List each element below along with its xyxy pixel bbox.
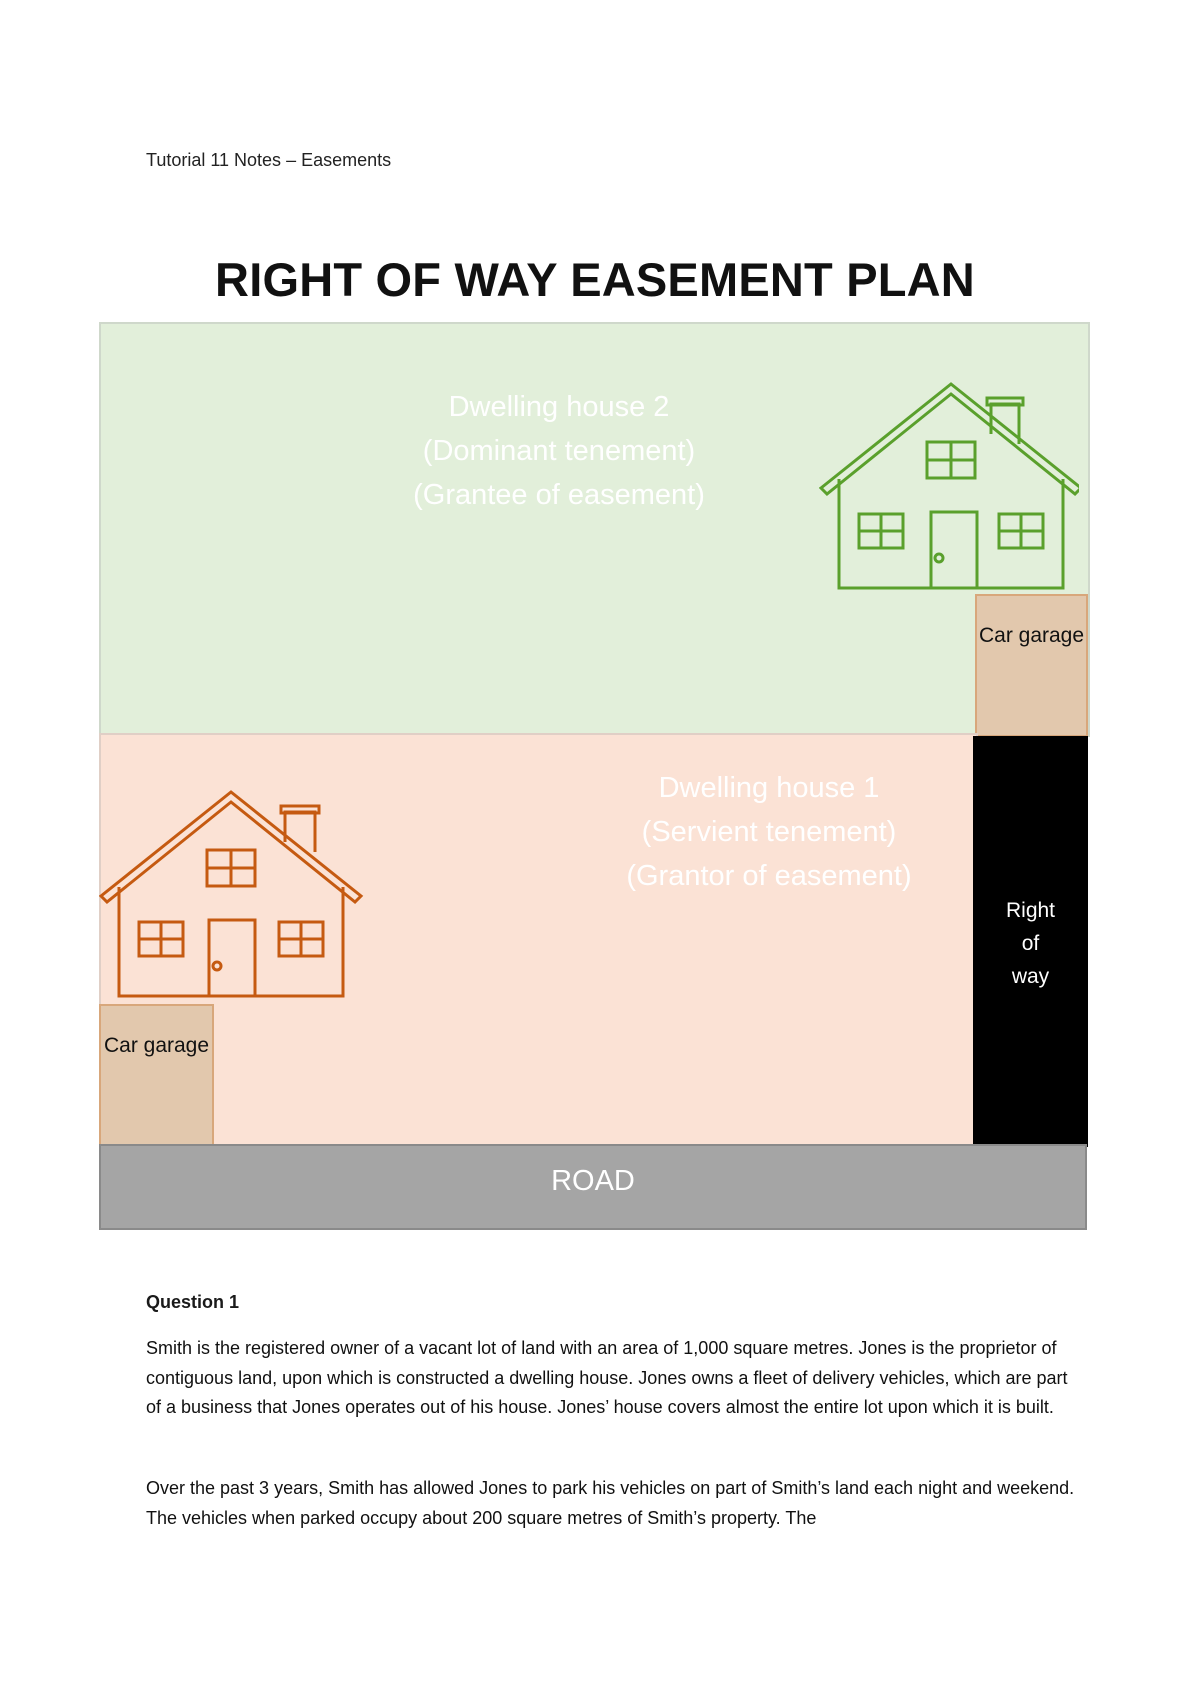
servient-tenement-label: Dwelling house 1 (Servient tenement) (Grantor of easement) [626,772,912,892]
page-title: RIGHT OF WAY EASEMENT PLAN [215,253,975,306]
car-garage-label: Car garage [978,624,1085,647]
question-heading: Question 1 [146,1292,240,1312]
road-strip [99,1144,1087,1230]
road-label: ROAD [551,1165,635,1197]
car-garage-servient [99,1004,214,1147]
question-paragraph: Over the past 3 years, Smith has allowed Jones to park his vehicles on part of Smith’s land each night and weekend. The vehicles when parked occupy about 200 square metres of Smith’s property. The [146,1478,1075,1528]
house-icon-green [819,382,1079,597]
easement-plan-diagram [99,322,1088,1233]
right-of-way-strip [973,736,1088,1147]
car-garage-dominant [975,594,1088,737]
car-garage-label: Car garage [103,1034,210,1057]
right-of-way-label: Right of way [1005,899,1056,988]
dominant-tenement-label: Dwelling house 2 (Dominant tenement) (Grantee of easement) [413,391,705,511]
house-icon-orange [99,790,367,1005]
question-paragraph: Smith is the registered owner of a vacant lot of land with an area of 1,000 square metres. Jones is the proprietor of contiguous land, upon which is constructed a dwelling house. Jones owns a fleet of delivery vehicles, which are part of a business that Jones operates out of his house. Jones’ house covers almost the entire lot upon which it is built. [146,1338,1068,1417]
page-header: Tutorial 11 Notes – Easements [146,150,392,170]
